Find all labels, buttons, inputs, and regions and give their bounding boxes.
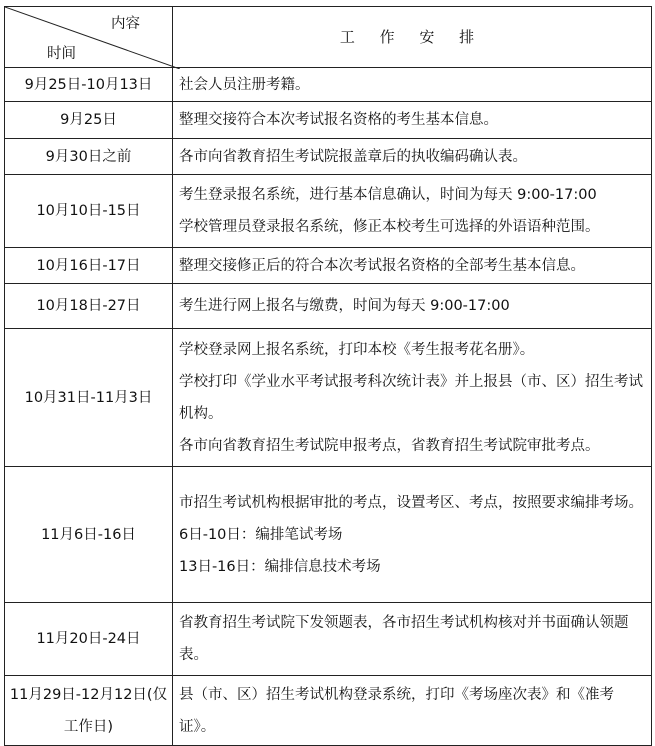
arrangement-line: 整理交接修正后的符合本次考试报名资格的全部考生基本信息。	[179, 257, 585, 274]
content-label: 内容	[111, 16, 140, 32]
arrangement-line: 县（市、区）招生考试机构登录系统，打印《考场座次表》和《准考证》。	[179, 686, 614, 735]
schedule-table	[4, 6, 652, 746]
time-cell: 11月6日-16日	[5, 467, 173, 603]
table-row	[5, 603, 652, 676]
diagonal-header-cell	[5, 7, 173, 68]
time-cell: 11月29日-12月12日(仅工作日)	[5, 676, 173, 746]
arrangement-header: 工 作 安 排	[173, 7, 652, 68]
arrangement-cell	[173, 467, 652, 603]
arrangement-cell	[173, 676, 652, 746]
time-cell: 10月31日-11月3日	[5, 329, 173, 467]
arrangement-line: 考生登录报名系统，进行基本信息确认，时间为每天 9:00-17:00	[179, 187, 597, 203]
arrangement-cell	[173, 603, 652, 676]
arrangement-cell	[173, 68, 652, 102]
arrangement-line: 6日-10日：编排笔试考场	[179, 526, 343, 543]
arrangement-line: 各市向省教育招生考试院报盖章后的执收编码确认表。	[179, 148, 527, 165]
table-row	[5, 284, 652, 329]
time-cell: 10月10日-15日	[5, 175, 173, 248]
table-row	[5, 175, 652, 248]
time-cell: 9月25日-10月13日	[5, 68, 173, 102]
arrangement-line: 市招生考试机构根据审批的考点，设置考区、考点，按照要求编排考场。	[179, 494, 643, 511]
header-row	[5, 7, 652, 68]
time-cell: 10月16日-17日	[5, 248, 173, 284]
arrangement-line: 13日-16日：编排信息技术考场	[179, 558, 381, 575]
time-label: 时间	[47, 46, 76, 62]
arrangement-cell	[173, 329, 652, 467]
arrangement-line: 省教育招生考试院下发领题表，各市招生考试机构核对并书面确认领题表。	[179, 615, 629, 663]
table-row	[5, 329, 652, 467]
arrangement-line: 各市向省教育招生考试院申报考点，省教育招生考试院审批考点。	[179, 437, 600, 454]
diagonal-line	[5, 7, 180, 69]
arrangement-line: 学校打印《学业水平考试报考科次统计表》并上报县（市、区）招生考试机构。	[179, 373, 643, 422]
table-row	[5, 676, 652, 746]
arrangement-cell	[173, 139, 652, 175]
arrangement-cell	[173, 175, 652, 248]
table-row	[5, 248, 652, 284]
time-cell: 9月25日	[5, 102, 173, 139]
time-cell: 11月20日-24日	[5, 603, 173, 676]
time-cell: 10月18日-27日	[5, 284, 173, 329]
arrangement-cell	[173, 284, 652, 329]
table-row	[5, 467, 652, 603]
arrangement-line: 社会人员注册考籍。	[179, 76, 310, 93]
time-cell: 9月30日之前	[5, 139, 173, 175]
arrangement-line: 整理交接符合本次考试报名资格的考生基本信息。	[179, 112, 498, 128]
arrangement-cell	[173, 102, 652, 139]
arrangement-line: 学校登录网上报名系统，打印本校《考生报考花名册》。	[179, 341, 535, 358]
arrangement-cell	[173, 248, 652, 284]
table-row	[5, 139, 652, 175]
table-row	[5, 102, 652, 139]
arrangement-line: 学校管理员登录报名系统，修正本校考生可选择的外语语种范围。	[179, 219, 600, 235]
arrangement-line: 考生进行网上报名与缴费，时间为每天 9:00-17:00	[179, 298, 510, 314]
table-row	[5, 68, 652, 102]
